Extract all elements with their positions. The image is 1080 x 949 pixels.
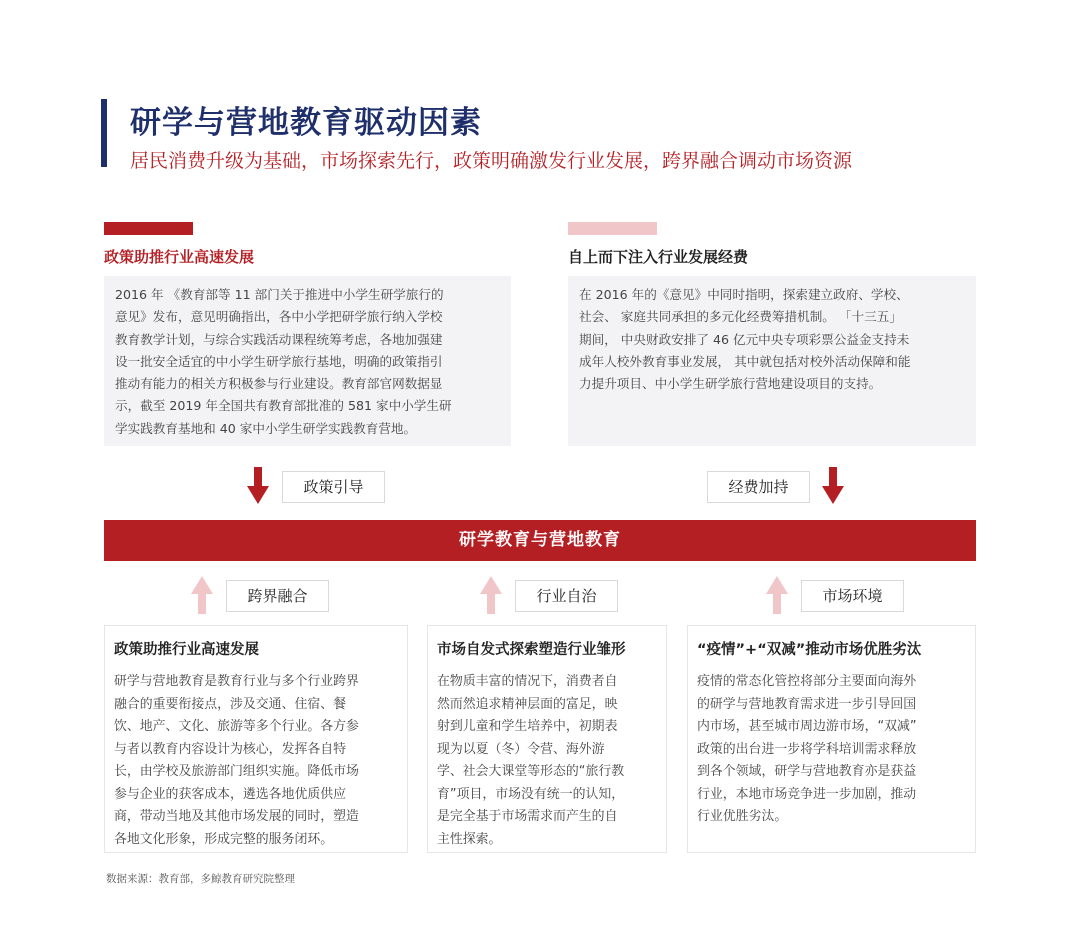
title-accent-bar <box>101 99 107 167</box>
arrow-down-icon <box>822 467 844 505</box>
central-bar: 研学教育与营地教育 <box>104 520 976 561</box>
tag-market-environment: 市场环境 <box>801 580 904 612</box>
top-left-accent <box>104 222 193 235</box>
page-title: 研学与营地教育驱动因素 <box>130 105 482 141</box>
text-line: 社会、 家庭共同承担的多元化经费筹措机制。 「十三五」 <box>579 309 902 325</box>
card-cross-industry <box>104 625 408 853</box>
text-line: 商，带动当地及其他市场发展的同时，塑造 <box>114 809 359 824</box>
text-line: 融合的重要衔接点，涉及交通、住宿、餐 <box>114 696 347 712</box>
card-title: 政策助推行业高速发展 <box>114 642 259 658</box>
page-subtitle: 居民消费升级为基础，市场探索先行，政策明确激发行业发展，跨界融合调动市场资源 <box>130 150 853 172</box>
text-line: 参与企业的获客成本，遴选各地优质供应 <box>114 786 347 802</box>
arrow-up-icon <box>191 576 213 614</box>
card-title: 市场自发式探索塑造行业雏形 <box>437 642 626 658</box>
tag-self-governance: 行业自治 <box>515 580 618 612</box>
text-line: 在物质丰富的情况下，消费者自 <box>437 674 618 689</box>
text-line: 到各个领域，研学与营地教育亦是获益 <box>697 764 917 779</box>
card-body <box>437 671 657 851</box>
text-line: 行业，本地市场竞争进一步加剧，推动 <box>697 786 917 802</box>
text-line: 学、社会大课堂等形态的“旅行教 <box>437 764 625 779</box>
text-line: 然而然追求精神层面的富足，映 <box>437 696 618 712</box>
card-body <box>697 671 966 829</box>
text-line: 现为以夏（冬）令营、海外游 <box>437 741 605 757</box>
text-line: 在 2016 年的《意见》中同时指明，探索建立政府、学校、 <box>579 287 909 302</box>
text-line: 研学与营地教育是教育行业与多个行业跨界 <box>114 674 359 689</box>
text-line: 长，由学校及旅游部门组织实施。降低市场 <box>114 764 359 779</box>
text-line: 疫情的常态化管控将部分主要面向海外 <box>697 674 917 689</box>
data-source-note: 数据来源：教育部，多鲸教育研究院整理 <box>106 873 295 885</box>
text-line: 是完全基于市场需求而产生的自 <box>437 809 618 824</box>
text-line: 射到儿童和学生培养中，初期表 <box>437 719 618 734</box>
text-line: 设一批安全适宜的中小学生研学旅行基地，明确的政策指引 <box>115 353 443 369</box>
top-right-accent <box>568 222 657 235</box>
arrow-up-icon <box>480 576 502 614</box>
tag-funding-support: 经费加持 <box>707 471 810 503</box>
text-line: 意见》发布，意见明确指出，各中小学把研学旅行纳入学校 <box>115 309 443 325</box>
text-line: 育”项目，市场没有统一的认知， <box>437 786 625 802</box>
tag-policy-guidance: 政策引导 <box>282 471 385 503</box>
text-line: 力提升项目、中小学生研学旅行营地建设项目的支持。 <box>579 376 882 392</box>
card-body <box>114 671 398 851</box>
top-right-heading: 自上而下注入行业发展经费 <box>568 248 749 266</box>
text-line: 2016 年 《教育部等 11 部门关于推进中小学生研学旅行的 <box>115 287 444 302</box>
text-line: 主性探索。 <box>437 831 502 847</box>
tag-cross-industry: 跨界融合 <box>226 580 329 612</box>
text-line: 教育教学计划，与综合实践活动课程统筹考虑，各地加强建 <box>115 331 443 347</box>
text-line: 各地文化形象，形成完整的服务闭环。 <box>114 831 334 847</box>
text-line: 饮、地产、文化、旅游等多个行业。各方参 <box>114 719 359 734</box>
top-left-heading: 政策助推行业高速发展 <box>104 248 255 266</box>
arrow-up-icon <box>766 576 788 614</box>
text-line: 期间， 中央财政安排了 46 亿元中央专项彩票公益金支持未 <box>579 331 910 347</box>
text-line: 政策的出台进一步将学科培训需求释放 <box>697 741 917 757</box>
card-market-environment <box>687 625 976 853</box>
arrow-down-icon <box>247 467 269 505</box>
text-line: 内市场，甚至城市周边游市场，“双减” <box>697 719 917 734</box>
card-title: “疫情”+“双减”推动市场优胜劣汰 <box>697 642 922 658</box>
text-line: 的研学与营地教育需求进一步引导回国 <box>697 696 917 712</box>
text-line: 示，截至 2019 年全国共有教育部批准的 581 家中小学生研 <box>115 398 452 414</box>
text-line: 行业优胜劣汰。 <box>697 809 788 824</box>
text-line: 学实践教育基地和 40 家中小学生研学实践教育营地。 <box>115 420 417 436</box>
text-line: 成年人校外教育事业发展， 其中就包括对校外活动保障和能 <box>579 353 911 369</box>
card-self-governance <box>427 625 667 853</box>
top-right-text-box <box>568 276 976 446</box>
text-line: 与者以教育内容设计为核心，发挥各自特 <box>114 741 347 757</box>
text-line: 推动有能力的相关方积极参与行业建设。教育部官网数据显 <box>115 376 443 392</box>
top-left-text-box <box>104 276 511 446</box>
